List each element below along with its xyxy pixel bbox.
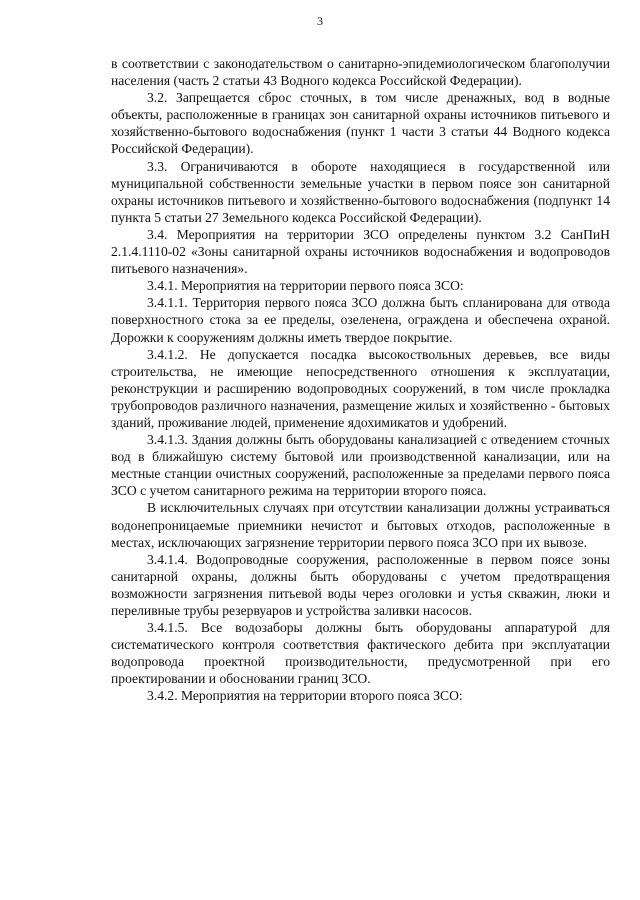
paragraph-3-4-1-3: 3.4.1.3. Здания должны быть оборудованы канализацией с отведением сточных вод в ближайшую систему бытовой или производственной канализации, или на местные станции очистных сооружений, расположенные за пределами первого пояса ЗСО с учетом санитарного режима на территории второго пояса.: [111, 432, 610, 499]
paragraph-exceptional-cases: В исключительных случаях при отсутствии канализации должны устраиваться водонепроницаемые приемники нечистот и бытовых отходов, расположенные в местах, исключающих загрязнение территории первого пояса ЗСО при их вывозе.: [111, 500, 610, 550]
paragraph-3-4-2: 3.4.2. Мероприятия на территории второго пояса ЗСО:: [147, 688, 463, 704]
paragraph-3-4-1: 3.4.1. Мероприятия на территории первого пояса ЗСО:: [147, 278, 464, 294]
paragraph-3-4-1-4: 3.4.1.4. Водопроводные сооружения, расположенные в первом поясе зоны санитарной охраны, должны быть оборудованы с учетом предотвращения возможности загрязнения питьевой воды через оголовки и устья скважин, люки и переливные трубы резервуаров и устройства заливки насосов.: [111, 551, 610, 618]
paragraph-3-3: 3.3. Ограничиваются в обороте находящиеся в государственной или муниципальной собственности земельные участки в первом поясе зон санитарной охраны источников питьевого и хозяйственно-бытового водоснабжения (подпункт 14 пункта 5 статьи 27 Земельного кодекса Российской Федерации).: [111, 158, 610, 225]
document-body: [111, 55, 610, 705]
paragraph-3-4-1-2: 3.4.1.2. Не допускается посадка высокоствольных деревьев, все виды строительства, не имеющие непосредственного отношения к эксплуатации, реконструкции и расширению водопроводных сооружений, в том числе прокладка трубопроводов различного назначения, размещение жилых и хозяйственно - бытовых зданий, проживание людей, применение ядохимикатов и удобрений.: [111, 346, 610, 430]
paragraph-3-2: 3.2. Запрещается сброс сточных, в том числе дренажных, вод в водные объекты, расположенные в границах зон санитарной охраны источников питьевого и хозяйственно-бытового водоснабжения (пункт 1 части 3 статьи 44 Водного кодекса Российской Федерации).: [111, 90, 610, 157]
paragraph-3-4: 3.4. Мероприятия на территории ЗСО определены пунктом 3.2 СанПиН 2.1.4.1110-02 «Зоны санитарной охраны источников водоснабжения и водопроводов питьевого назначения».: [111, 226, 610, 277]
page-number: 3: [317, 14, 323, 28]
paragraph-3-4-1-5: 3.4.1.5. Все водозаборы должны быть оборудованы аппаратурой для систематического контроля соответствия фактического дебита при эксплуатации водопровода проектной производительности, предусмотренной при его проектировании и обосновании границ ЗСО.: [111, 620, 610, 687]
paragraph-3-4-1-1: 3.4.1.1. Территория первого пояса ЗСО должна быть спланирована для отвода поверхностного стока за ее пределы, озеленена, ограждена и обеспечена охраной. Дорожки к сооружениям должны иметь твердое покрытие.: [111, 295, 610, 345]
paragraph-continuation: в соответствии с законодательством о санитарно-эпидемиологическом благополучии населения (часть 2 статьи 43 Водного кодекса Российской Федерации).: [111, 56, 610, 89]
